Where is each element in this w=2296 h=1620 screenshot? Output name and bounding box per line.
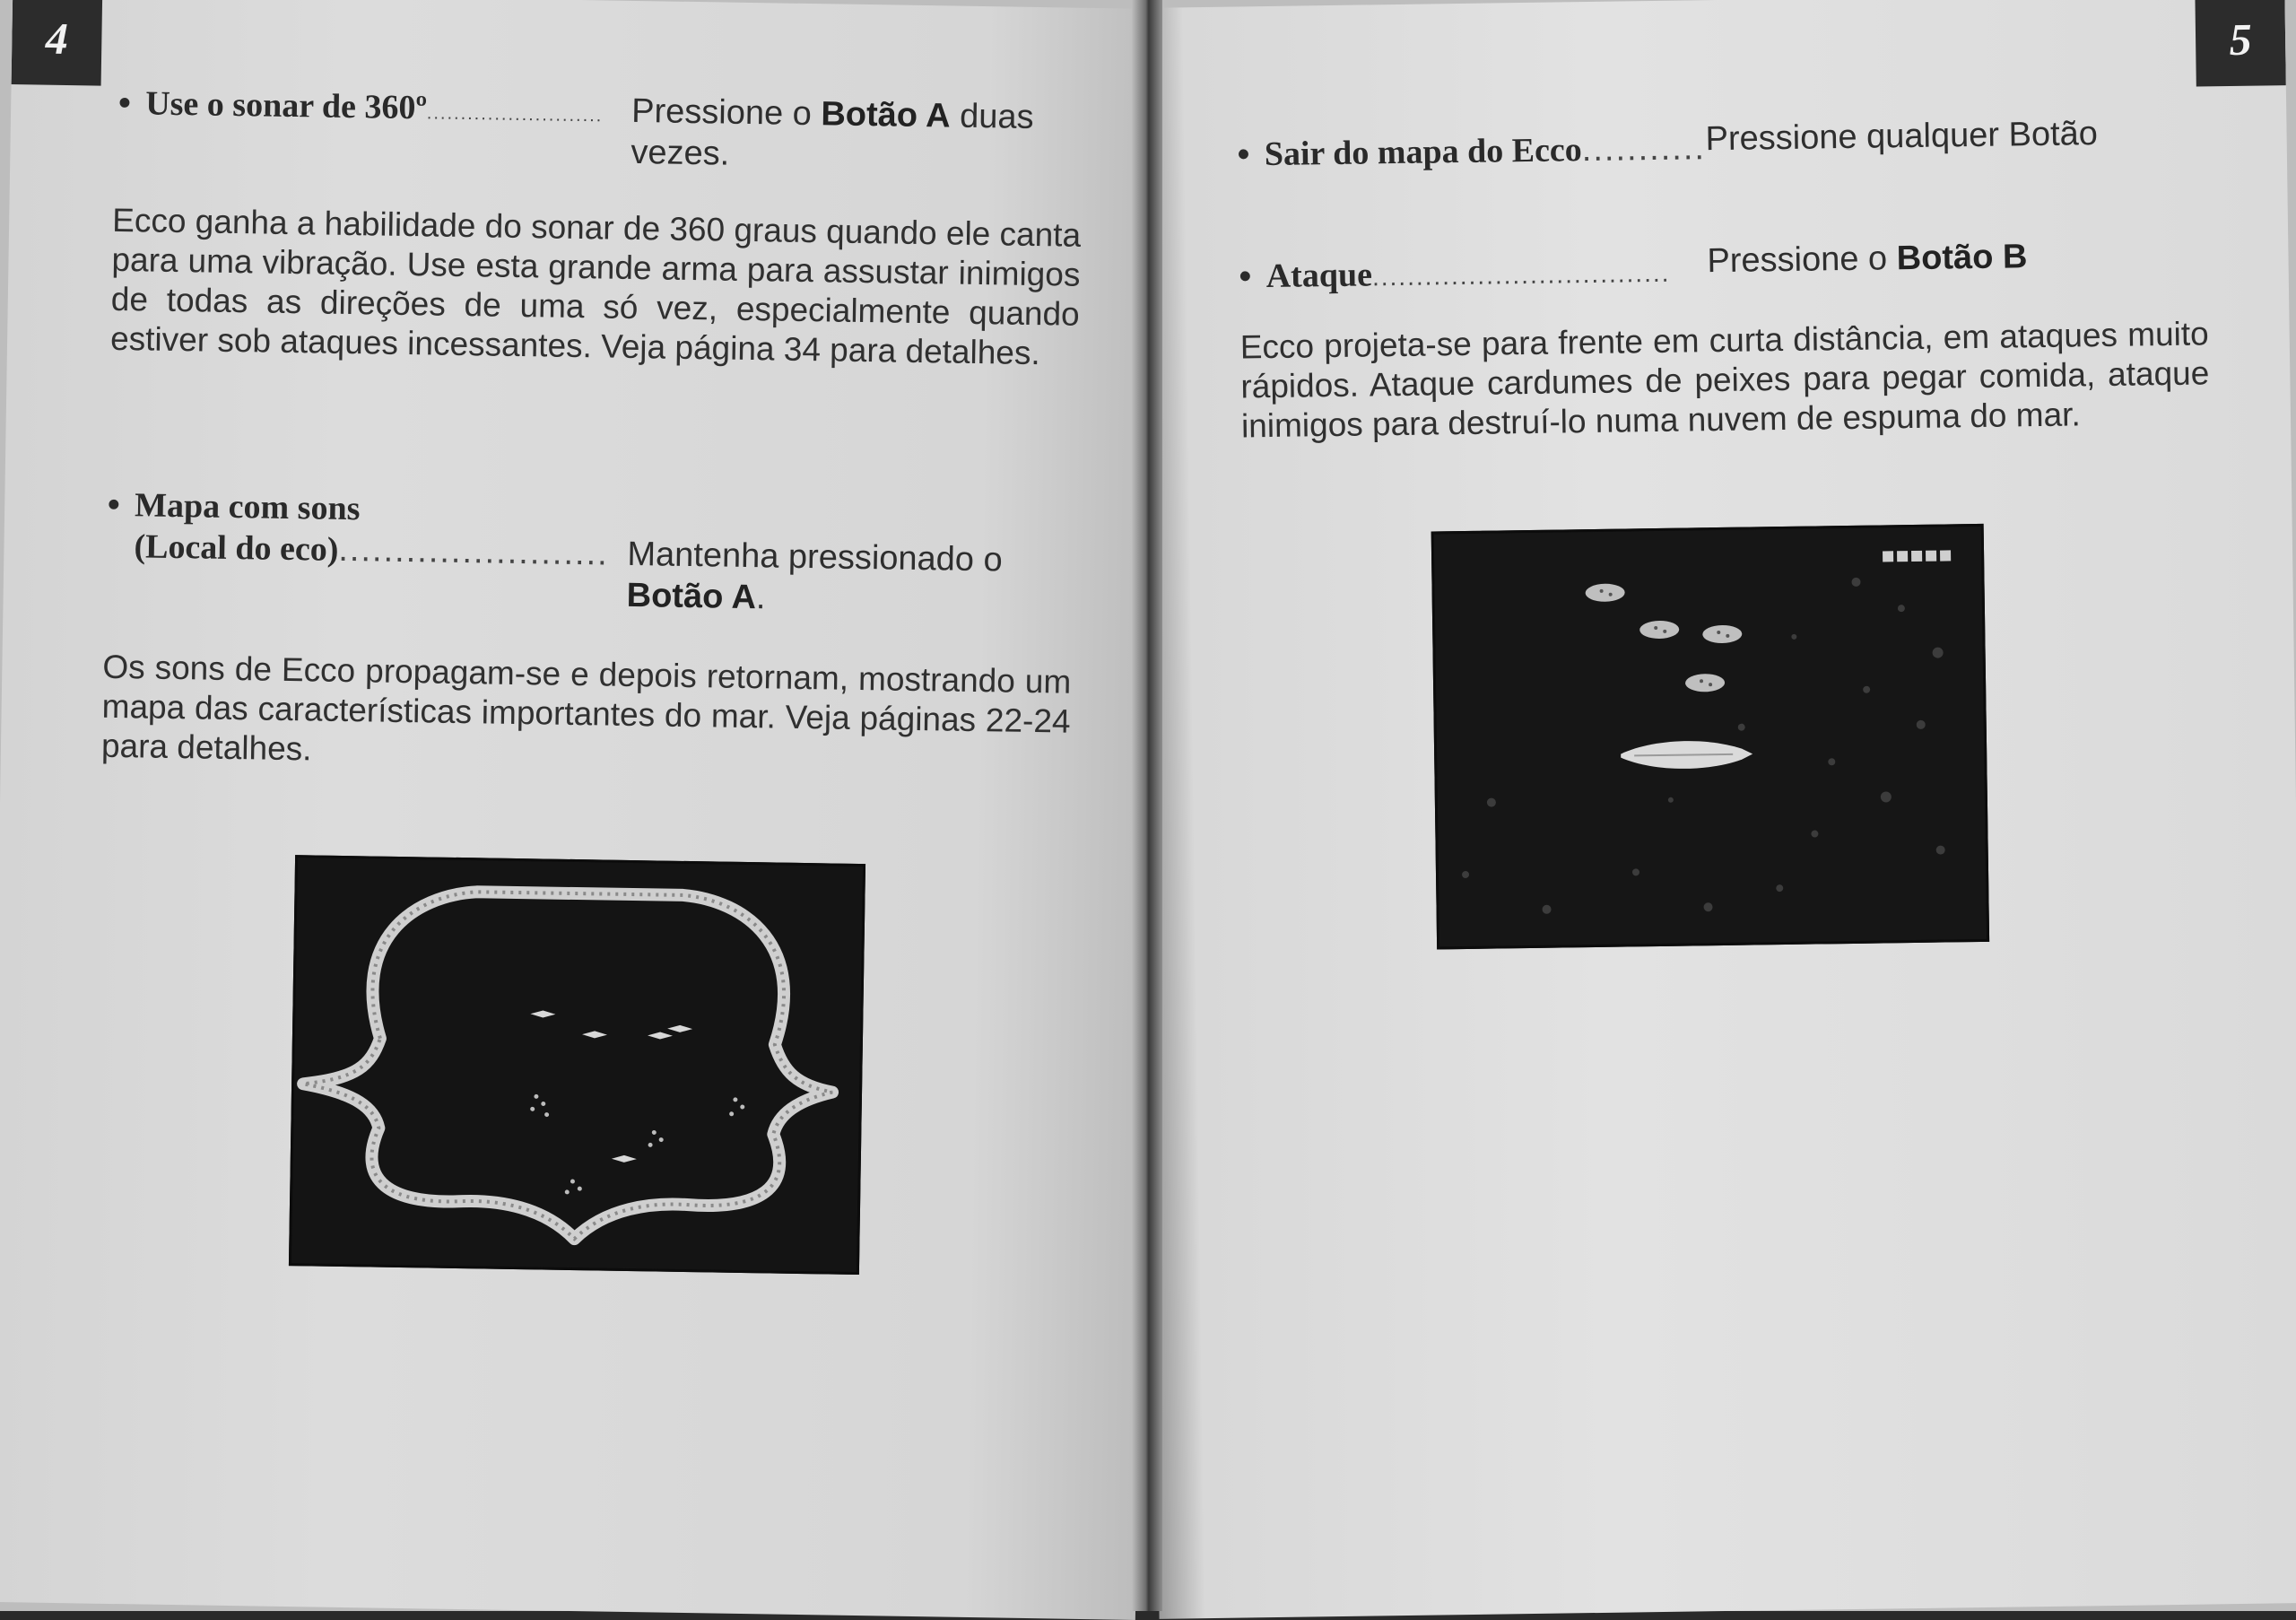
map-label-line1: Mapa com sons (134, 486, 361, 528)
attack-command (1239, 238, 2208, 309)
sonar-label: Use o sonar de 360º (144, 84, 428, 127)
attack-action: Pressione o Botão B (1707, 238, 2028, 281)
attack-screenshot (1431, 524, 1989, 950)
button-a-label: Botão A (821, 95, 951, 135)
right-page (1136, 0, 2296, 1619)
sonar-command (117, 83, 1096, 187)
sonar-map-screenshot (289, 855, 865, 1275)
bullet-icon: • (1237, 135, 1250, 174)
attack-label: Ataque (1265, 256, 1373, 296)
button-b-label: Botão B (1896, 238, 2028, 278)
stats-bar-icon (1883, 550, 1951, 562)
exit-map-action: Pressione qualquer Botão (1705, 115, 2099, 159)
bullet-icon: • (1239, 257, 1252, 296)
bullet-icon: • (107, 485, 120, 525)
page-number-tab: 5 (2195, 0, 2285, 87)
sonar-description: Ecco ganha a habilidade do sonar de 360 graus quando ele canta para uma vibração. Use esta grande arma para assustar inimigos de todas as direções de uma só vez, especialmente quando estiver sob ataques incessantes. Veja página 34 para detalhes. (109, 201, 1082, 372)
book-gutter (1132, 0, 1162, 1611)
sonar-action: Pressione o Botão A duas vezes. (631, 91, 1034, 173)
leader-dots: ........................ (338, 530, 610, 573)
page-number-tab: 4 (12, 0, 103, 86)
attack-image (1434, 527, 1987, 946)
sonar-map-image (291, 858, 863, 1272)
map-command (106, 484, 1085, 634)
leader-dots: .......................... (426, 103, 604, 126)
exit-map-command (1237, 115, 2206, 187)
map-action: Mantenha pressionado o Botão A. (626, 535, 1004, 617)
map-description: Os sons de Ecco propagam-se e depois retornam, mostrando um mapa das características importantes do mar. Veja páginas 22-24 para detalhes. (100, 648, 1072, 768)
map-label-line2: (Local do eco) (134, 527, 339, 569)
exit-map-label: Sair do mapa do Ecco (1264, 131, 1583, 174)
leader-dots: .................................. (1371, 258, 1671, 292)
bullet-icon: • (117, 83, 131, 123)
attack-description: Ecco projeta-se para frente em curta distância, em ataques muito rápidos. Ataque cardumes de peixes para pegar comida, ataque inimigos para destruí-lo numa nuvem de espuma do mar. (1239, 315, 2210, 445)
button-a-label: Botão A (626, 576, 757, 617)
leader-dots: ........... (1581, 129, 1707, 170)
